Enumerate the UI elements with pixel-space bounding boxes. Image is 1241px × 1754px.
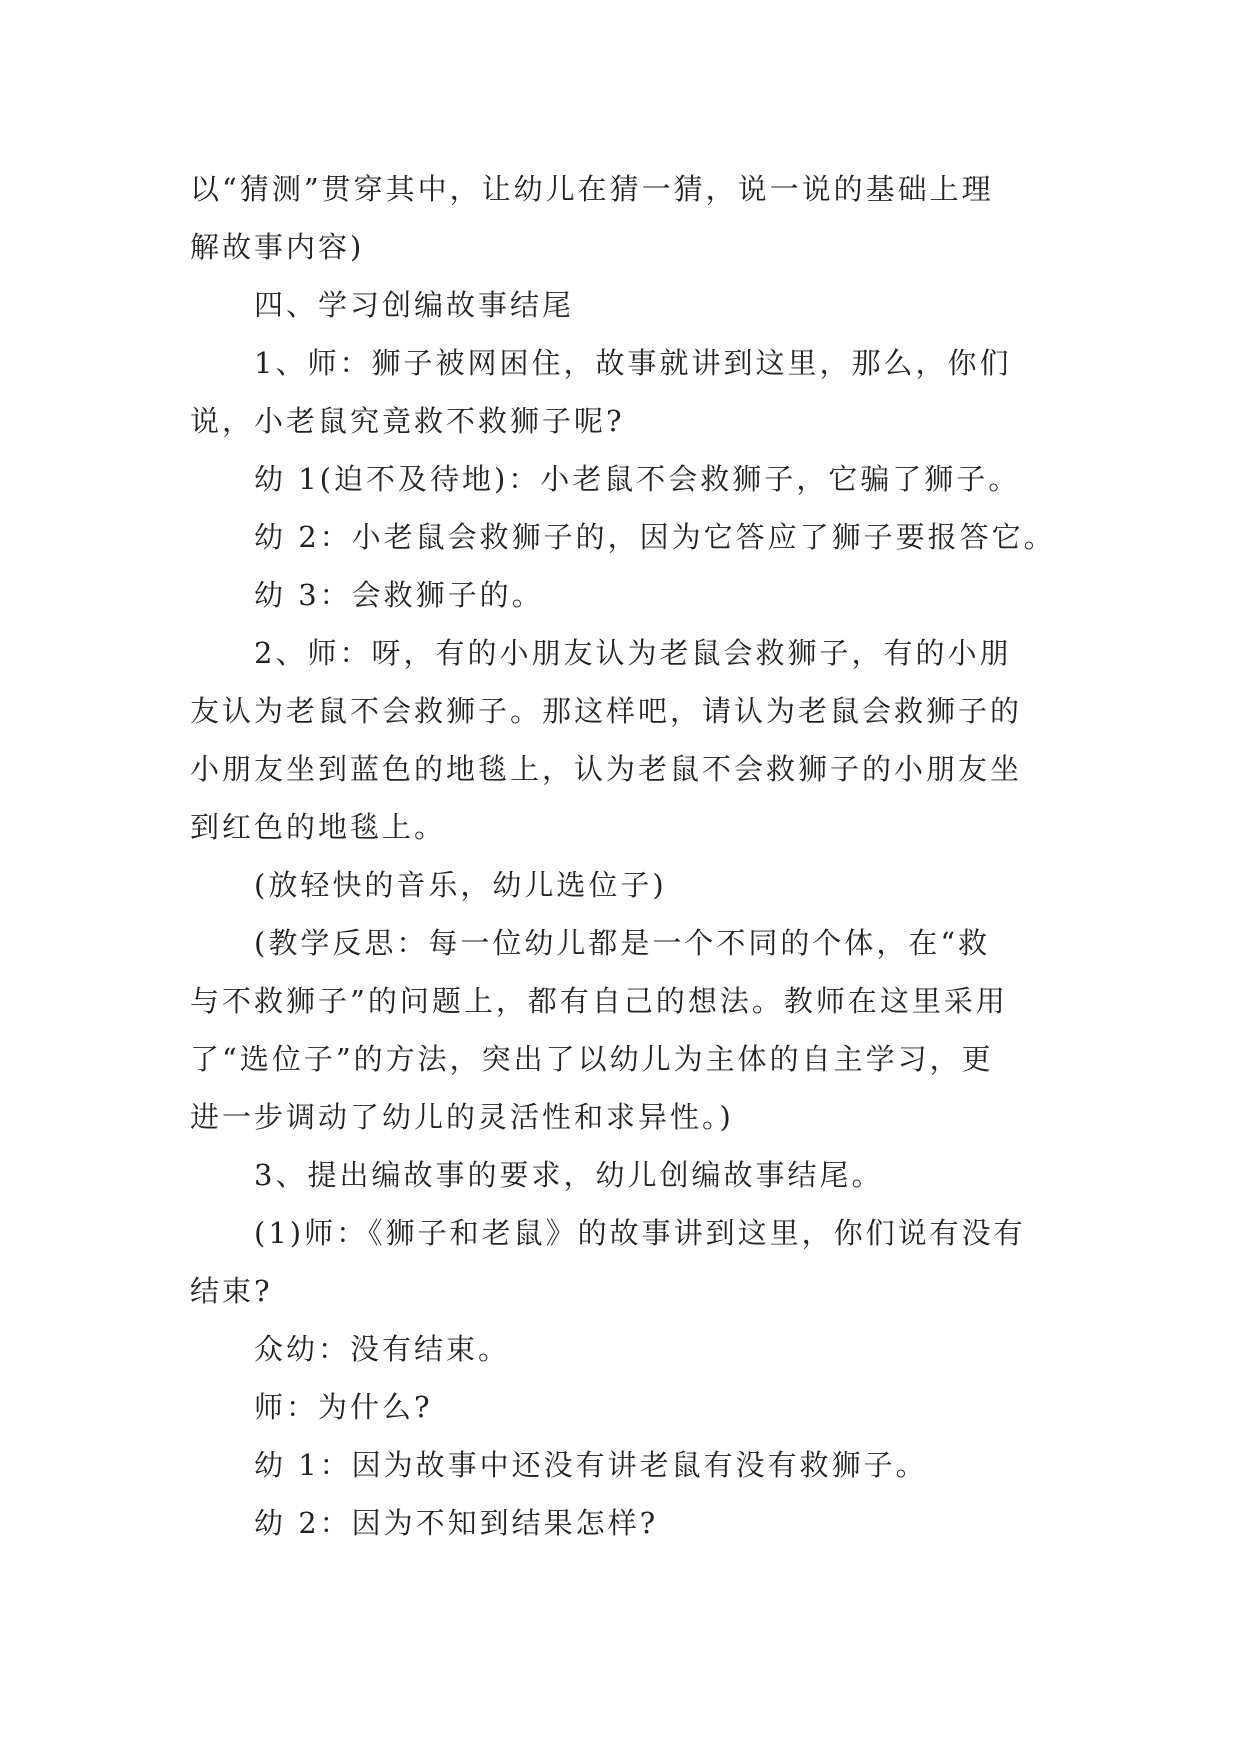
text-line: 了“选位子”的方法，突出了以幼儿为主体的自主学习，更 [190, 1042, 994, 1076]
text-line: 2、师：呀，有的小朋友认为老鼠会救狮子，有的小朋 [254, 636, 1012, 670]
text-line: 说，小老鼠究竟救不救狮子呢? [190, 404, 625, 438]
text-line: 师：为什么? [254, 1390, 433, 1424]
text-line: 以“猜测”贯穿其中，让幼儿在猜一猜，说一说的基础上理 [190, 172, 994, 206]
text-line: 到红色的地毯上。 [190, 810, 447, 844]
text-line: 幼 2：因为不知到结果怎样? [254, 1506, 659, 1540]
text-line: 解故事内容) [190, 230, 365, 264]
text-line: 幼 1(迫不及待地)：小老鼠不会救狮子，它骗了狮子。 [254, 462, 1021, 496]
text-line: 幼 1：因为故事中还没有讲老鼠有没有救狮子。 [254, 1448, 928, 1482]
text-line: 进一步调动了幼儿的灵活性和求异性。) [190, 1100, 734, 1134]
document-body [190, 160, 1080, 1552]
text-line: 众幼：没有结束。 [254, 1332, 511, 1366]
section-heading: 四、学习创编故事结尾 [254, 288, 575, 322]
text-line: 友认为老鼠不会救狮子。那这样吧，请认为老鼠会救狮子的 [190, 694, 1023, 728]
text-line: 3、提出编故事的要求，幼儿创编故事结尾。 [254, 1158, 884, 1192]
text-line: 与不救狮子”的问题上，都有自己的想法。教师在这里采用 [190, 984, 1008, 1018]
text-line: 结束? [190, 1274, 273, 1308]
text-line: 幼 3：会救狮子的。 [254, 578, 544, 612]
text-line: 1、师：狮子被网困住，故事就讲到这里，那么，你们 [254, 346, 1012, 380]
text-line: (放轻快的音乐，幼儿选位子) [254, 868, 667, 902]
text-line: (教学反思：每一位幼儿都是一个不同的个体，在“救 [254, 926, 991, 960]
text-line: 幼 2：小老鼠会救狮子的，因为它答应了狮子要报答它。 [254, 520, 1056, 554]
text-line: 小朋友坐到蓝色的地毯上，认为老鼠不会救狮子的小朋友坐 [190, 752, 1023, 786]
text-line: (1)师：《狮子和老鼠》的故事讲到这里，你们说有没有 [254, 1216, 1026, 1250]
